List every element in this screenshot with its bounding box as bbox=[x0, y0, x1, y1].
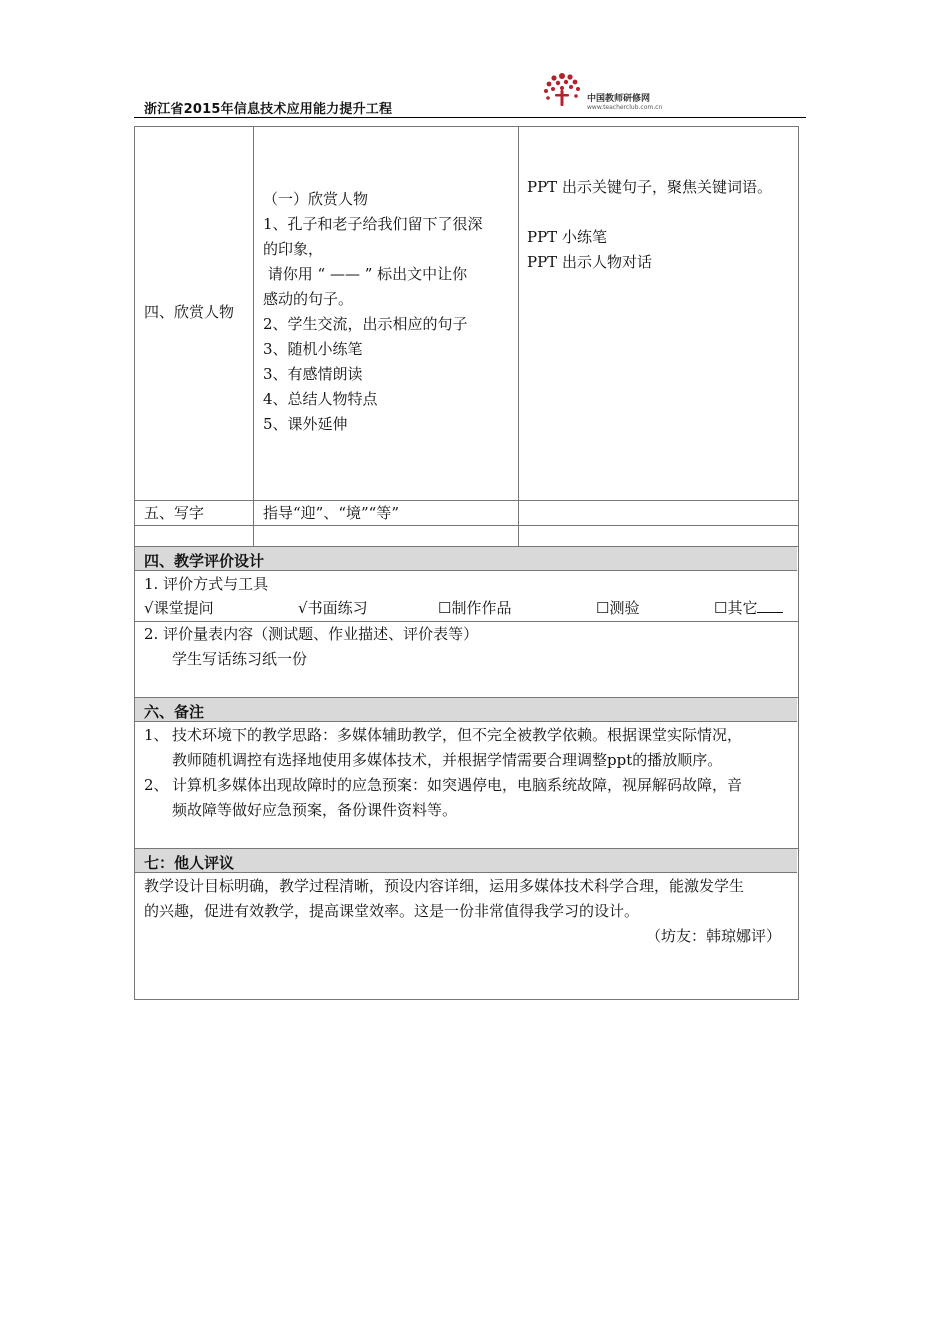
evaluation-option bbox=[438, 596, 511, 621]
peer-review-text bbox=[144, 874, 744, 924]
activity-line: 请你用 “ —— ” 标出文中让你 bbox=[263, 265, 468, 283]
evaluation-option bbox=[298, 596, 368, 621]
evaluation-scale-label: 2. 评价量表内容（测试题、作业描述、评价表等） bbox=[144, 625, 479, 643]
section-heading-text: 四、教学评价设计 bbox=[144, 552, 265, 570]
section-heading-text: 六、备注 bbox=[144, 703, 205, 721]
column-divider bbox=[518, 126, 519, 546]
evaluation-method-label: 1. 评价方式与工具 bbox=[144, 575, 269, 593]
media-line: PPT 出示关键句子，聚焦关键词语。 bbox=[527, 178, 772, 196]
header-divider bbox=[134, 117, 806, 118]
checkbox-empty-icon: ☐ bbox=[596, 599, 610, 617]
remark-line: 计算机多媒体出现故障时的应急预案：如突遇停电，电脑系统故障，视屏解码故障，音 bbox=[172, 776, 743, 794]
section-heading-evaluation bbox=[135, 547, 797, 571]
fill-in-blank bbox=[757, 598, 783, 613]
activity-line: 感动的句子。 bbox=[263, 290, 354, 308]
option-label: 制作作品 bbox=[451, 599, 512, 617]
row-divider bbox=[134, 546, 799, 547]
remark-number: 1、 bbox=[144, 726, 169, 744]
review-line: 的兴趣，促进有效教学，提高课堂效率。这是一份非常值得我学习的设计。 bbox=[144, 902, 640, 920]
row-divider bbox=[134, 525, 799, 526]
option-label: 书面练习 bbox=[307, 599, 368, 617]
logo-mark-icon bbox=[540, 68, 586, 114]
activity-line: 3、有感情朗读 bbox=[263, 365, 363, 383]
activity-line: 2、学生交流，出示相应的句子 bbox=[263, 315, 468, 333]
activity-line: 3、随机小练笔 bbox=[263, 340, 363, 358]
section-heading-remarks bbox=[135, 698, 797, 722]
remarks-list bbox=[144, 723, 794, 823]
evaluation-option bbox=[714, 596, 783, 621]
remark-line: 技术环境下的教学思路：多媒体辅助教学，但不完全被教学依赖。根据课堂实际情况， bbox=[172, 726, 743, 744]
activity-line: 5、课外延伸 bbox=[263, 415, 348, 433]
media-line: PPT 出示人物对话 bbox=[527, 253, 652, 271]
review-signature: （坊友：韩琼娜评） bbox=[646, 927, 782, 945]
activity-line: 的印象， bbox=[263, 240, 324, 258]
remark-line: 教师随机调控有选择地使用多媒体技术，并根据学情需要合理调整ppt的播放顺序。 bbox=[172, 751, 723, 769]
teacherclub-logo bbox=[540, 68, 680, 114]
activity-line: 4、总结人物特点 bbox=[263, 390, 378, 408]
remark-number: 2、 bbox=[144, 776, 169, 794]
evaluation-option bbox=[144, 596, 214, 621]
activity-list bbox=[263, 187, 483, 437]
option-label: 测验 bbox=[609, 599, 640, 617]
media-list bbox=[527, 175, 772, 275]
activity-line: 1、孔子和老子给我们留下了很深 bbox=[263, 215, 483, 233]
document-header-title: 浙江省2015年信息技术应用能力提升工程 bbox=[144, 102, 393, 117]
evaluation-option bbox=[596, 596, 639, 621]
remark-line: 频故障等做好应急预案，备份课件资料等。 bbox=[172, 801, 458, 819]
check-mark-icon: √ bbox=[144, 599, 154, 617]
column-divider bbox=[253, 126, 254, 546]
evaluation-scale-content: 学生写话练习纸一份 bbox=[172, 650, 308, 668]
option-label: 其它 bbox=[727, 599, 758, 617]
option-label: 课堂提问 bbox=[153, 599, 214, 617]
review-line: 教学设计目标明确，教学过程清晰，预设内容详细，运用多媒体技术科学合理，能激发学生 bbox=[144, 877, 745, 895]
activity-line: （一）欣赏人物 bbox=[263, 190, 369, 208]
remark-item bbox=[144, 723, 794, 773]
logo-url: www.teacherclub.com.cn bbox=[587, 104, 663, 111]
stage-label: 五、写字 bbox=[144, 504, 205, 522]
row-divider bbox=[134, 500, 799, 501]
remark-item bbox=[144, 773, 794, 823]
stage-label: 四、欣赏人物 bbox=[144, 303, 235, 321]
section-heading-peer-review bbox=[135, 849, 797, 873]
section-heading-text: 七：他人评议 bbox=[144, 854, 235, 872]
media-line: PPT 小练笔 bbox=[527, 228, 607, 246]
checkbox-empty-icon: ☐ bbox=[438, 599, 452, 617]
activity-line: 指导“迎”、“境”“等” bbox=[263, 504, 400, 522]
check-mark-icon: √ bbox=[298, 599, 308, 617]
checkbox-empty-icon: ☐ bbox=[714, 599, 728, 617]
media-line bbox=[527, 200, 772, 225]
logo-text: 中国教师研修网 bbox=[587, 94, 651, 104]
